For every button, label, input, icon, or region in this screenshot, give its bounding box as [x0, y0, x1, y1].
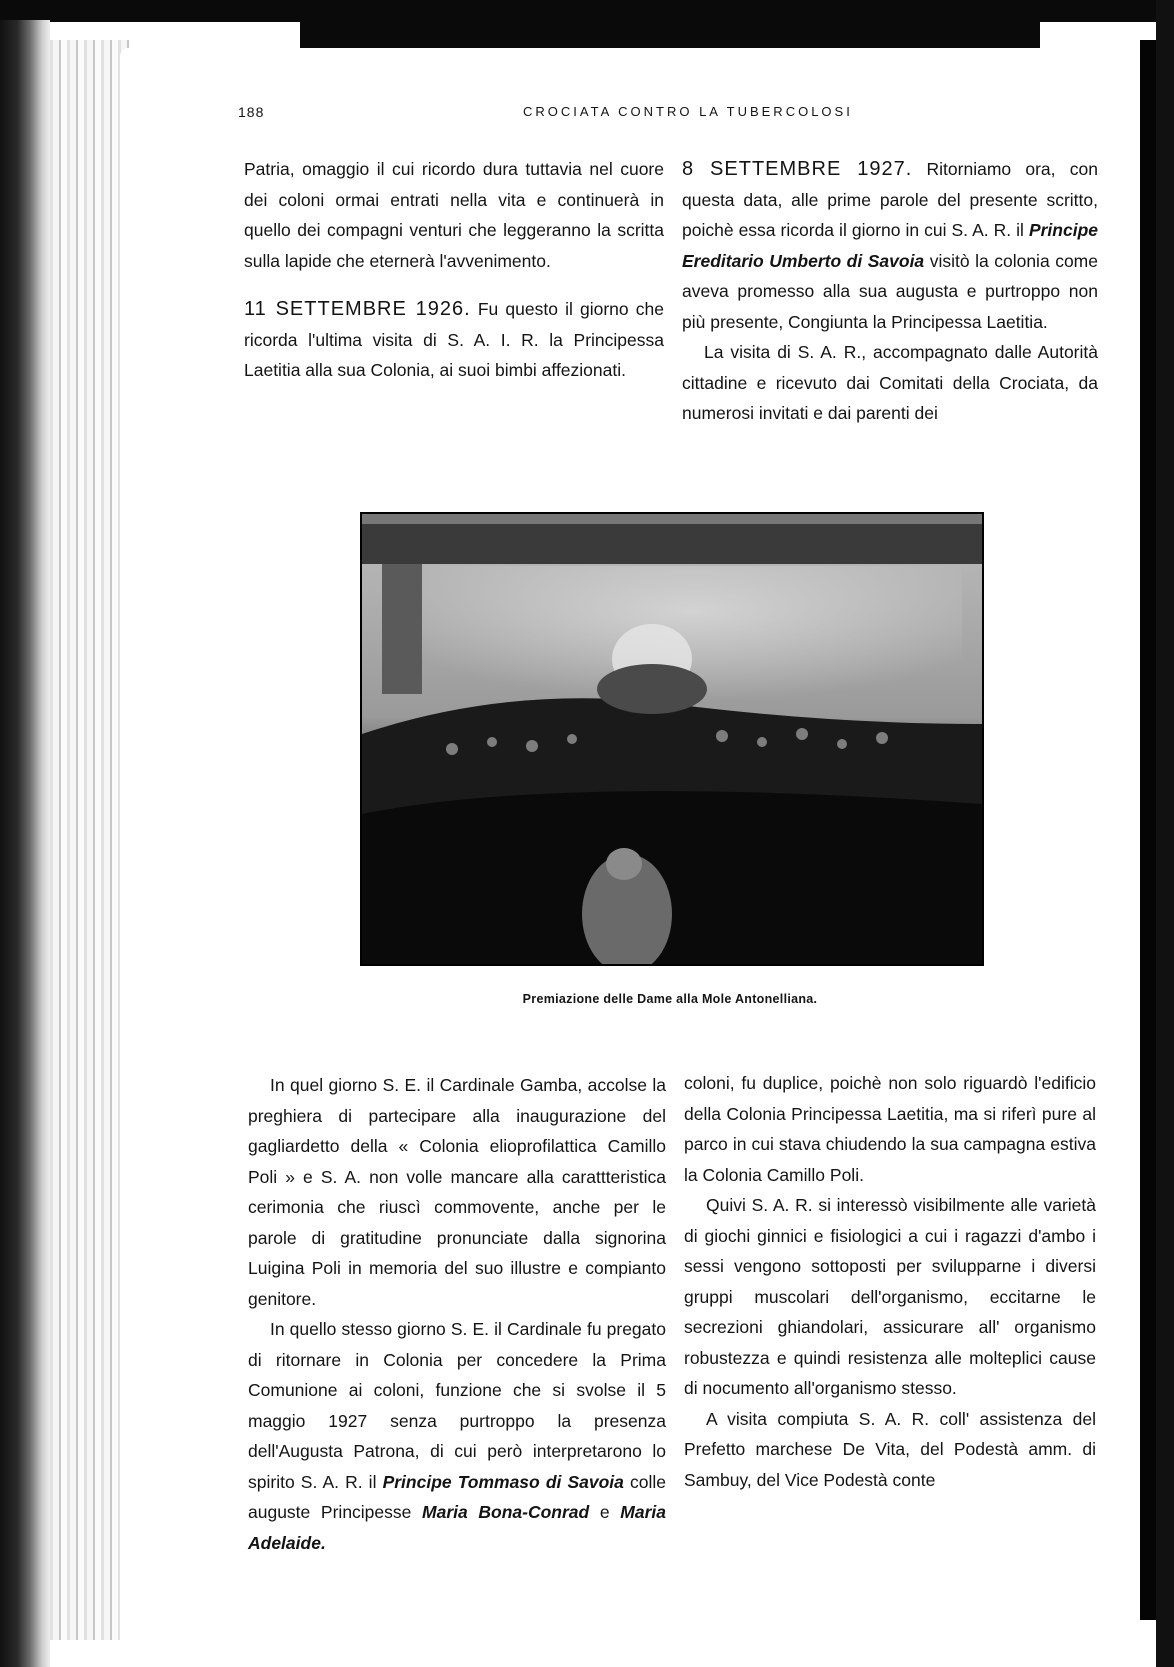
paragraph: A visita compiuta S. A. R. coll' assistenza del Prefetto marchese De Vita, del Podestà amm. di Sambuy, del Vice Podestà conte: [684, 1408, 1096, 1490]
paragraph: Patria, omaggio il cui ricordo dura tuttavia nel cuore dei coloni ormai entrati nella vita e continuerà in quello dei compagni venturi che leggeranno la scritta sulla lapide che eternerà l'avvenimento.: [244, 159, 664, 271]
photograph: [360, 512, 984, 966]
paragraph: Quivi S. A. R. si interessò visibilmente alle varietà di giochi ginnici e fisiologici a cui i ragazzi d'ambo i sessi vengono sottoposti per svilupparne i diversi gruppi muscolari dell'organismo, eccitarne le secrezioni ghiandolari, assicurare all' organismo robustezza e quindi resistenza alle molteplici cause di nocumento all'organismo stesso.: [684, 1195, 1096, 1398]
paragraph-text: colle auguste Principesse: [248, 1471, 666, 1522]
emphasis-name: Principe Tommaso di Savoia: [382, 1471, 624, 1492]
paragraph: coloni, fu duplice, poichè non solo riguardò l'edificio della Colonia Principessa Laetitia, ma si riferì pure al parco in cui stava chiudendo la sua campagna estiva la Colonia Camillo Poli.: [684, 1073, 1096, 1185]
paragraph-text: In quello stesso giorno S. E. il Cardinale fu pregato di ritornare in Colonia per concedere la Prima Comunione ai coloni, funzione che si svolse il 5 maggio 1927 senza purtroppo la presenza dell'Augusta Patrona, di cui però interpretarono lo spirito S. A. R. il: [248, 1319, 666, 1492]
paragraph: [244, 294, 664, 386]
emphasis-name: Principe Ereditario Umberto di Savoia: [682, 220, 1098, 271]
running-title: CROCIATA CONTRO LA TUBERCOLOSI: [523, 104, 853, 119]
scan-right-border: [1156, 0, 1174, 1667]
paragraph: [248, 1314, 666, 1558]
emphasis-name: Maria Adelaide.: [248, 1502, 666, 1553]
emphasis-name: Maria Bona-Conrad: [422, 1502, 590, 1522]
column-bottom-left: [248, 1070, 666, 1558]
photo-caption: Premiazione delle Dame alla Mole Antonelliana.: [522, 992, 818, 1006]
column-top-left: [244, 154, 664, 386]
column-top-right: [682, 154, 1098, 429]
paragraph-text: Ritorniamo ora, con questa data, alle prime parole del presente scritto, poichè essa ricorda il giorno in cui S. A. R. il: [682, 159, 1098, 240]
paragraph-text: visitò la colonia come aveva promesso alla sua augusta e purtroppo non più presente, Congiunta la Principessa Laetitia.: [682, 250, 1098, 332]
paragraph: [682, 154, 1098, 337]
paragraph-text: Fu questo il giorno che ricorda l'ultima visita di S. A. I. R. la Principessa Laetitia alla sua Colonia, ai suoi bimbi affezionati.: [244, 299, 664, 380]
dateline: 11 SETTEMBRE 1926.: [244, 298, 471, 320]
dateline: 8 SETTEMBRE 1927.: [682, 158, 913, 180]
column-bottom-right: [684, 1068, 1096, 1495]
scan-left-edge: [0, 20, 50, 1667]
photo-ceremony-image: [362, 514, 982, 964]
paragraph: In quel giorno S. E. il Cardinale Gamba, accolse la preghiera di partecipare alla inaugurazione del gagliardetto della « Colonia elioprofilattica Camillo Poli » e S. A. non volle mancare alla carattteristica cerimonia che riuscì commovente, anche per le parole di gratitudine pronunciate dalla signorina Luigina Poli in memoria del suo illustre e compianto genitore.: [248, 1075, 666, 1309]
scan-page-stack: [50, 40, 130, 1640]
paragraph-text: e: [589, 1502, 621, 1522]
page-number: 188: [238, 104, 265, 120]
paragraph: La visita di S. A. R., accompagnato dalle Autorità cittadine e ricevuto dai Comitati della Crociata, da numerosi invitati e dai parenti dei: [682, 342, 1098, 423]
scan-top-shadow: [300, 18, 1040, 48]
